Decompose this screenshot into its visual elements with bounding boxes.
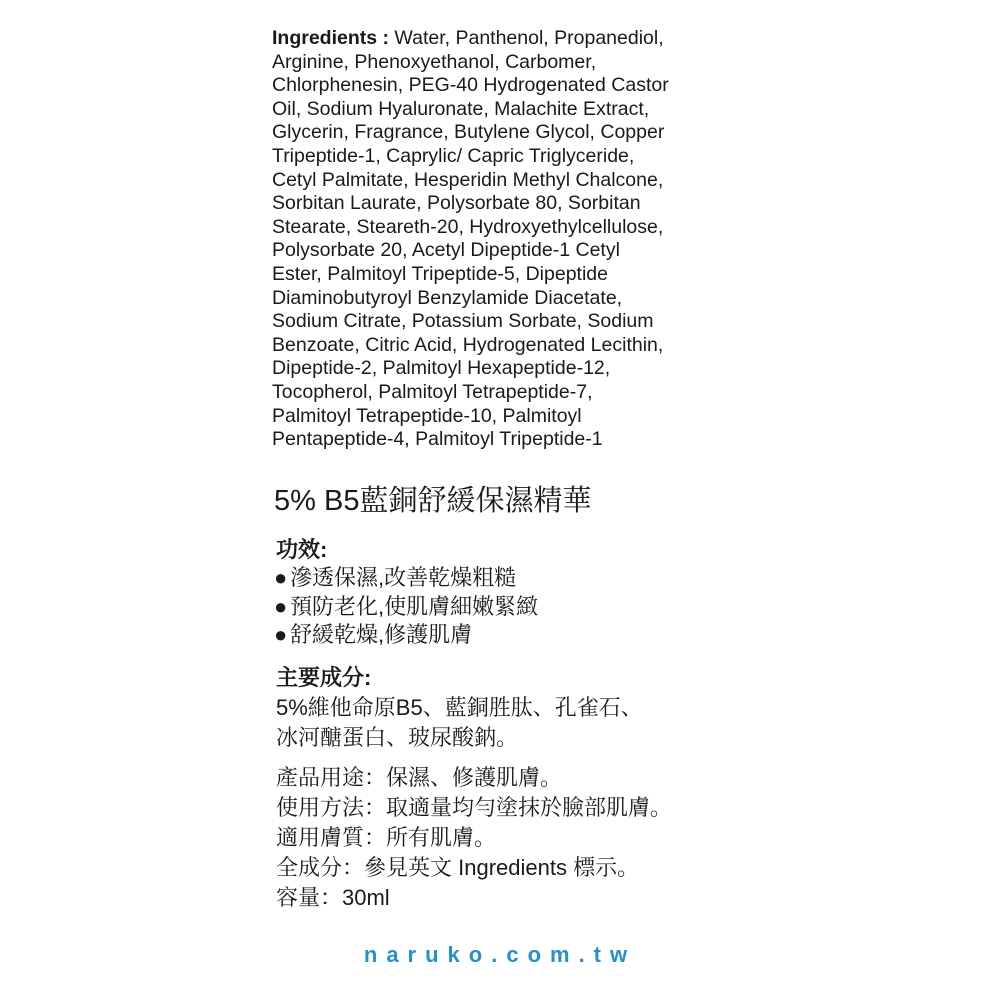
ingredients-line: Stearate, Steareth-20, Hydroxyethylcellulose, (272, 215, 664, 238)
ingredients-line: Benzoate, Citric Acid, Hydrogenated Lecithin, (272, 333, 664, 356)
bullet-icon: ● (274, 622, 288, 647)
efficacy-list (274, 564, 538, 650)
info-directions: 使用方法：取適量均勻塗抹於臉部肌膚。 (276, 795, 673, 820)
product-title: 5% B5藍銅舒緩保濕精華 (274, 485, 592, 517)
ingredients-line: Tocopherol, Palmitoyl Tetrapeptide-7, (272, 380, 593, 403)
ingredients-block (272, 27, 752, 452)
ingredients-line: Pentapeptide-4, Palmitoyl Tripeptide-1 (272, 428, 603, 451)
website-url: naruko.com.tw (363, 942, 637, 967)
product-info (276, 763, 672, 913)
efficacy-item-text: 舒緩乾燥,修護肌膚 (290, 622, 473, 647)
efficacy-item (274, 621, 538, 650)
ingredients-line: Glycerin, Fragrance, Butylene Glycol, Copper (272, 121, 665, 144)
ingredients-label: Ingredients : (272, 27, 390, 49)
bullet-icon: ● (274, 593, 288, 619)
ingredients-line: Tripeptide-1, Caprylic/ Capric Triglyceride, (272, 144, 635, 167)
efficacy-item-text: 預防老化,使肌膚細嫩緊緻 (290, 593, 539, 619)
efficacy-item (274, 593, 538, 622)
ingredients-line: Palmitoyl Tetrapeptide-10, Palmitoyl (272, 404, 582, 427)
info-full-ingredients: 全成分：參見英文 Ingredients 標示。 (276, 855, 640, 880)
ingredients-line (272, 27, 752, 51)
ingredients-line: Dipeptide-2, Palmitoyl Hexapeptide-12, (272, 357, 611, 380)
ingredients-line: Chlorphenesin, PEG-40 Hydrogenated Castor (272, 74, 669, 97)
ingredients-text: Water, Panthenol, Propanediol, (389, 27, 664, 49)
ingredients-line: Diaminobutyroyl Benzylamide Diacetate, (272, 286, 623, 309)
ingredients-line: Sodium Citrate, Potassium Sorbate, Sodium (272, 310, 654, 333)
key-ingredients-line: 5%維他命原B5、藍銅胜肽、孔雀石、 (276, 695, 643, 720)
ingredients-line: Oil, Sodium Hyaluronate, Malachite Extract, (272, 97, 650, 120)
efficacy-heading: 功效: (276, 537, 328, 562)
key-ingredients-text (276, 693, 643, 753)
efficacy-item (274, 564, 538, 593)
efficacy-item-text: 滲透保濕,改善乾燥粗糙 (290, 565, 517, 590)
ingredients-line: Sorbitan Laurate, Polysorbate 80, Sorbitan (272, 192, 641, 215)
ingredients-line: Arginine, Phenoxyethanol, Carbomer, (272, 50, 597, 73)
ingredients-line: Cetyl Palmitate, Hesperidin Methyl Chalcone, (272, 168, 664, 191)
info-usage: 產品用途：保濕、修護肌膚。 (276, 765, 563, 790)
key-ingredients-line: 冰河醣蛋白、玻尿酸鈉。 (276, 725, 519, 750)
bullet-icon: ● (274, 565, 288, 590)
key-ingredients-heading: 主要成分: (276, 665, 372, 690)
ingredients-line: Ester, Palmitoyl Tripeptide-5, Dipeptide (272, 262, 608, 285)
ingredients-line: Polysorbate 20, Acetyl Dipeptide-1 Cetyl (272, 239, 620, 262)
info-skin-type: 適用膚質：所有肌膚。 (276, 825, 497, 850)
info-volume: 容量：30ml (276, 885, 390, 910)
